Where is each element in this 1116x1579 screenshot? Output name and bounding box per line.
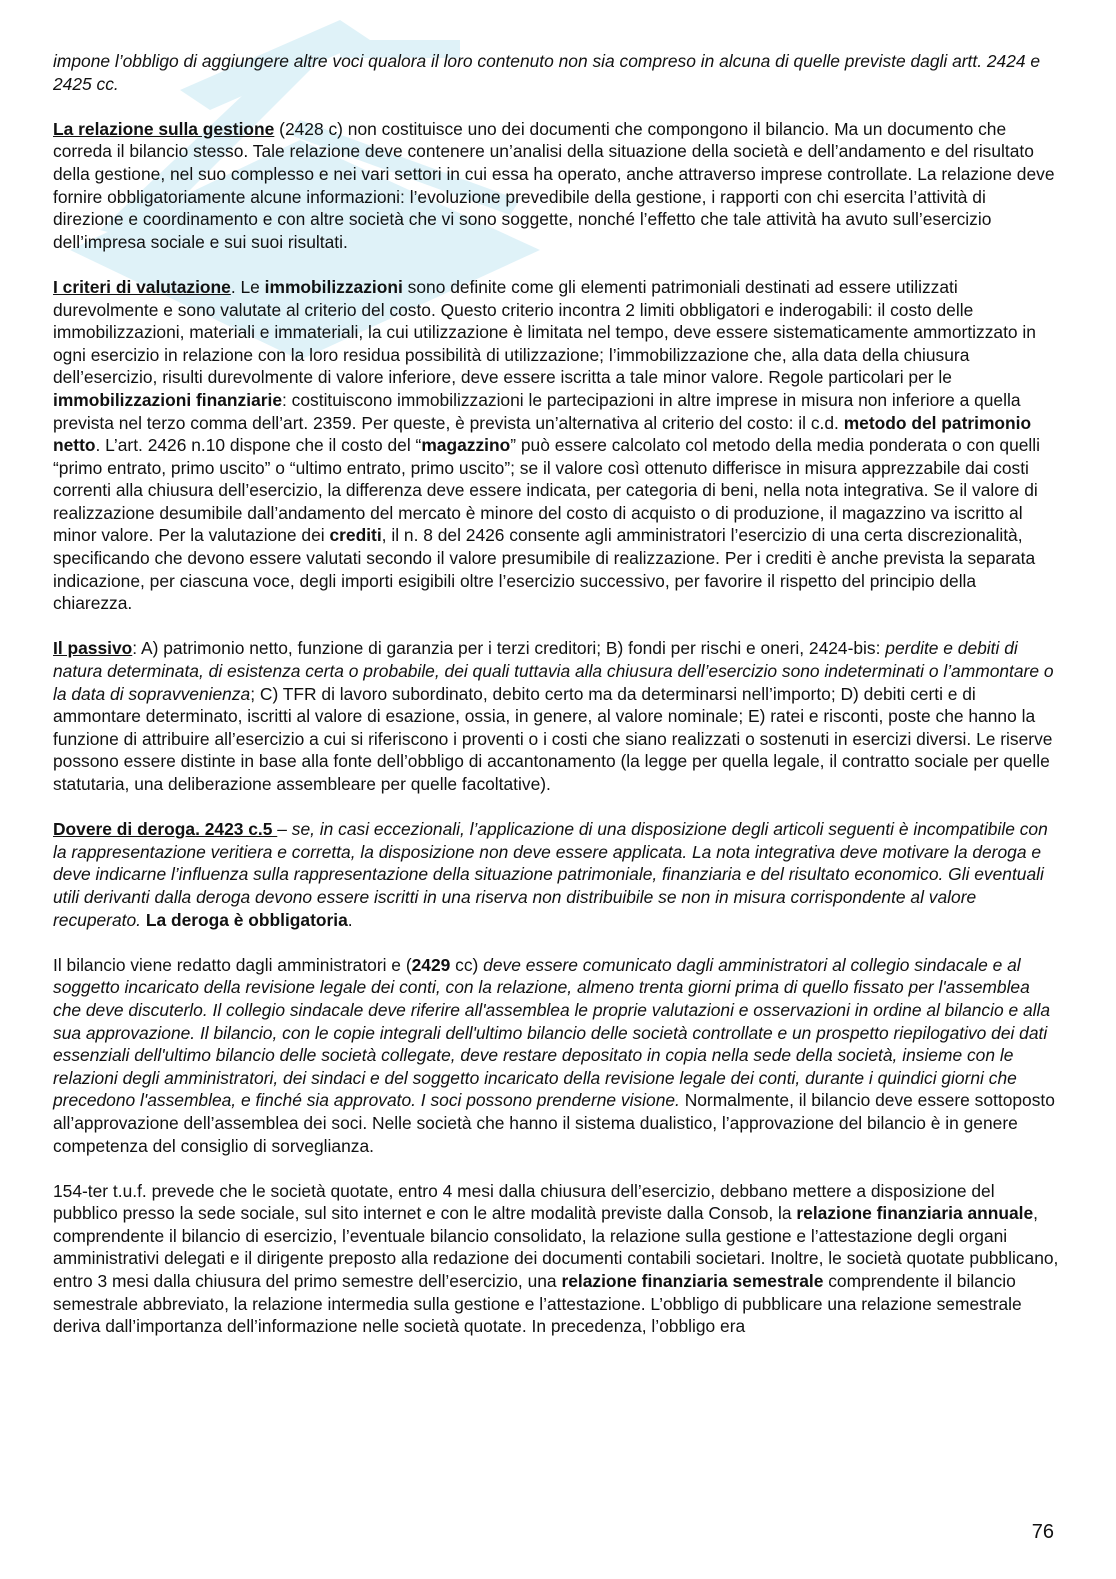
text-segment: sono definite come gli elementi patrimoniali destinati ad essere utilizzati durevolmente e sono valutate al criterio del costo. Questo criterio incontra 2 limiti obbligatori e inderogabili: il costo delle immobilizzazioni, materiali e immateriali, la cui utilizzazione è limitata nel tempo, deve essere sistematicamente ammortizzato in ogni esercizio in relazione con la loro residua possibilità di utilizzazione; l’immobilizzazione che, alla data della chiusura dell’esercizio, risulti durevolmente di valore inferiore, deve essere iscritta a tale minor valore. Regole particolari per le: [53, 276, 1036, 388]
text-segment: –: [277, 819, 292, 840]
bold-term: immobilizzazioni: [264, 276, 403, 297]
bold-term: relazione finanziaria semestrale: [561, 1271, 824, 1292]
text-segment: (2428 c) non costituisce uno dei documenti che compongono il bilancio. Ma un documento che correda il bilancio stesso. Tale relazione deve contenere un’analisi della situazione della società e dell’andamento e del risultato della gestione, nel suo complesso e nei vari settori in cui essa ha operato, anche attraverso imprese controllate. La relazione deve fornire obbligatoriamente alcune informazioni: l’evoluzione prevedibile della gestione, i rapporti con chi esercita l’attività di direzione e coordinamento e con altre società che vi sono soggette, nonché l’effetto che tale attività ha avuto sull’esercizio dell’impresa sociale e sui suoi risultati.: [53, 118, 1055, 252]
bold-term: metodo del patrimonio netto: [53, 412, 1032, 456]
text-segment: . L’art. 2426 n.10 dispone che il costo del “: [95, 435, 422, 456]
paragraph-criteri-valutazione: [53, 276, 1059, 615]
intro-text: impone l’obbligo di aggiungere altre voci qualora il loro contenuto non sia compreso in alcuna di quelle previste dagli artt. 2424 e 2425 cc.: [53, 51, 1041, 94]
paragraph-passivo: [53, 637, 1059, 795]
text-segment: .: [347, 909, 353, 930]
bold-term: immobilizzazioni finanziarie: [53, 389, 283, 410]
text-segment: ” può essere calcolato col metodo della media ponderata o con quelli “primo entrato, primo uscito” o “ultimo entrato, primo uscito”; se il valore così ottenuto differisce in misura apprezzabile dai costi correnti alla chiusura dell’esercizio, la differenza deve essere indicata, per categoria di beni, nella nota integrativa. Se il valore di realizzazione desumibile dall’andamento del mercato è minore del costo di acquisto o di produzione, il magazzino va iscritto al minor valore. Per la valutazione dei: [53, 435, 1041, 546]
paragraph-intro: [53, 50, 1059, 95]
italic-quote: se, in casi eccezionali, l’applicazione di una disposizione degli articoli seguenti è incompatibile con la rappresentazione veritiera e corretta, la disposizione non deve essere applicata. La nota integrativa deve motivare la deroga e deve indicarne l’influenza sulla rappresentazione della situazione patrimoniale, finanziaria e del risultato economico. Gli eventuali utili derivanti dalla deroga devono essere iscritti in una riserva non distribuibile se non in misura corrispondente al valore recuperato.: [53, 819, 1048, 930]
text-segment: Il bilancio viene redatto dagli amministratori e (: [53, 954, 412, 975]
text-segment: . Le: [230, 276, 265, 297]
paragraph-154-ter-tuf: [53, 1180, 1059, 1338]
text-segment: Normalmente, il bilancio deve essere sottoposto all’approvazione dell’assemblea dei soci. Nelle società che hanno il sistema dualistico, l’approvazione del bilancio è in genere competenza del consiglio di sorveglianza.: [53, 1090, 1055, 1156]
italic-quote: deve essere comunicato dagli amministratori al collegio sindacale e al soggetto incaricato della revisione legale dei conti, con la relazione, almeno trenta giorni prima di quello fissato per l'assemblea che deve discuterlo. Il collegio sindacale deve riferire all'assemblea le proprie valutazioni e osservazioni in ordine al bilancio e alla sua approvazione. Il bilancio, con le copie integrali dell'ultimo bilancio delle società controllate e un prospetto riepilogativo dei dati essenziali dell'ultimo bilancio delle società collegate, deve restare depositato in copia nella sede della società, insieme con le relazioni degli amministratori, dei sindaci e del soggetto incaricato della revisione legale dei conti, durante i quindici giorni che precedono l'assemblea, e finché sia approvato. I soci possono prenderne visione.: [53, 954, 1051, 1111]
text-segment: 154-ter t.u.f. prevede che le società quotate, entro 4 mesi dalla chiusura dell’esercizio, debbano mettere a disposizione del pubblico presso la sede sociale, sul sito internet e con le altre modalità previste dalla Consob, la: [53, 1180, 995, 1224]
heading-dovere-deroga: Dovere di deroga. 2423 c.5: [53, 819, 278, 840]
text-segment: : costituiscono immobilizzazioni le partecipazioni in altre imprese in misura non inferiore a quella prevista nel terzo comma dell’art. 2359. Per queste, è prevista un’alternativa al criterio del costo: il c.d.: [53, 389, 1021, 433]
paragraph-dovere-deroga: [53, 818, 1059, 931]
text-segment: , il n. 8 del 2426 consente agli amministratori l’esercizio di una certa discrezionalità, specificando che devono essere valutati secondo il valore presumibile di realizzazione. Per i crediti è anche prevista la separata indicazione, per ciascuna voce, degli importi esigibili oltre l’esercizio successivo, per favorire il rispetto del principio della chiarezza.: [53, 525, 1036, 614]
bold-term: relazione finanziaria annuale: [796, 1203, 1034, 1224]
bold-term: 2429: [411, 954, 451, 975]
paragraph-bilancio-2429: [53, 954, 1059, 1157]
italic-quote: perdite e debiti di natura determinata, di esistenza certa o probabile, dei quali tuttavia alla chiusura dell’esercizio sono indeterminati o l’ammontare o la data di sopravvenienza: [53, 638, 1054, 704]
bold-term: crediti: [329, 525, 382, 546]
text-segment: : A) patrimonio netto, funzione di garanzia per i terzi creditori; B) fondi per rischi e oneri, 2424-bis:: [132, 638, 886, 659]
text-segment: comprendente il bilancio semestrale abbreviato, la relazione intermedia sulla gestione e l’attestazione. L’obbligo di pubblicare una relazione semestrale deriva dall’importanza dell’informazione nelle società quotate. In precedenza, l’obbligo era: [53, 1271, 1022, 1337]
text-segment: ; C) TFR di lavoro subordinato, debito certo ma da determinarsi nell’importo; D) debiti certi e di ammontare determinato, iscritti al valore di esazione, ossia, in genere, al valore nominale; E) ratei e risconti, poste che hanno la funzione di attribuire all’esercizio a cui si riferiscono i proventi o i costi che siano realizzati o sostenuti in esercizi diversi. Le riserve possono essere distinte in base alla fonte dell’obbligo di accantonamento (la legge per quella legale, il contratto sociale per quelle statutaria, una deliberazione assembleare per quelle facoltative).: [53, 683, 1053, 794]
heading-relazione-gestione: La relazione sulla gestione: [53, 118, 275, 139]
heading-passivo: Il passivo: [53, 638, 133, 659]
page-number: 76: [1031, 1521, 1054, 1543]
heading-criteri-valutazione: I criteri di valutazione: [53, 276, 231, 297]
paragraph-relazione-gestione: [53, 118, 1059, 254]
bold-term: magazzino: [421, 435, 511, 456]
bold-term: La deroga è obbligatoria: [145, 909, 348, 930]
text-segment: , comprendente il bilancio di esercizio, l’eventuale bilancio consolidato, la relazione sulla gestione e l’attestazione degli organi amministrativi delegati e il dirigente preposto alla redazione dei documenti contabili societari. Inoltre, le società quotate pubblicano, entro 3 mesi dalla chiusura del primo semestre dell’esercizio, una: [53, 1203, 1059, 1292]
text-segment: cc): [450, 954, 484, 975]
document-page: [53, 50, 1059, 1360]
